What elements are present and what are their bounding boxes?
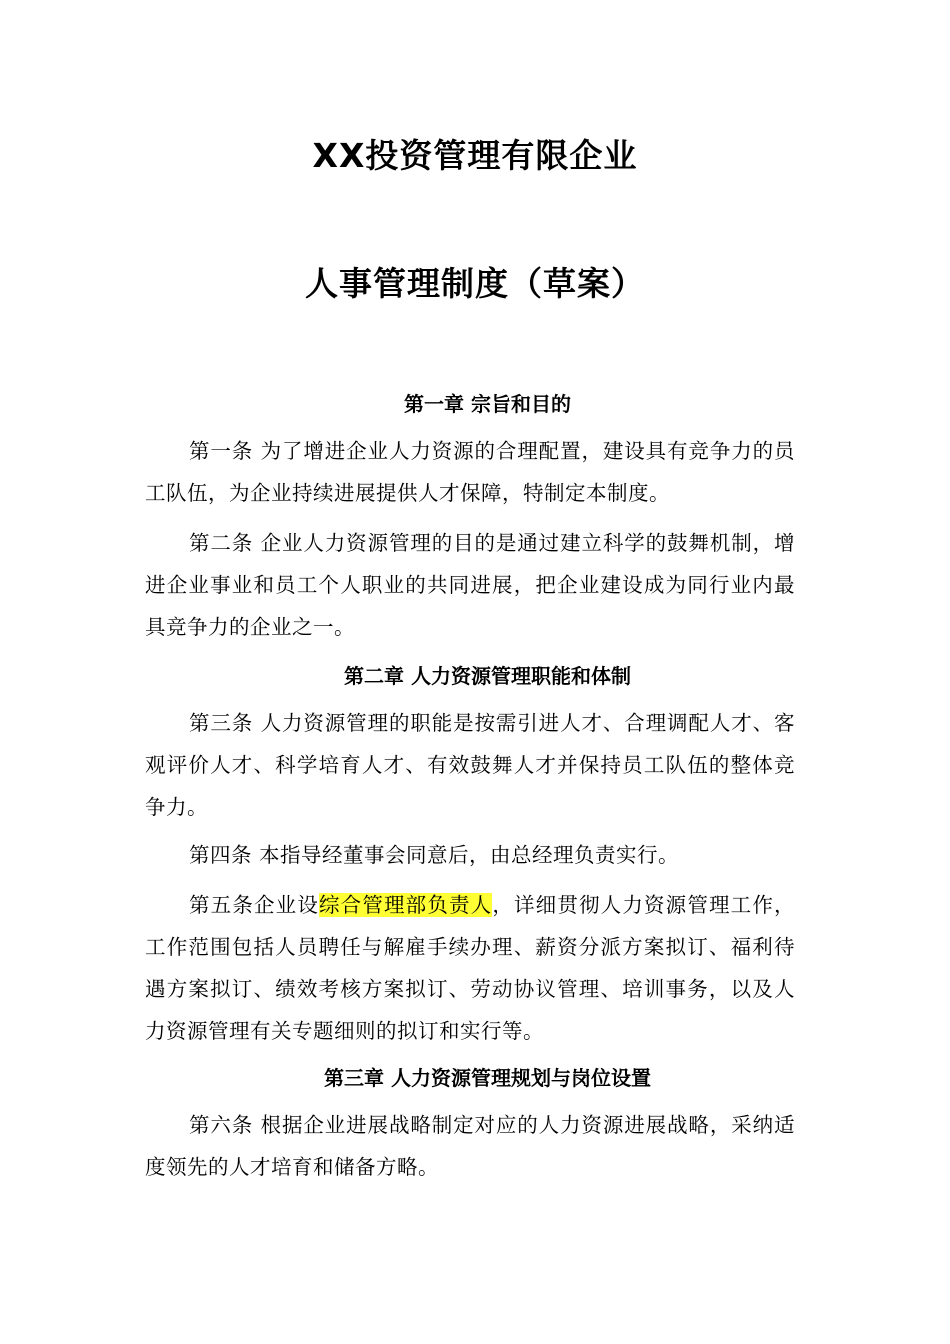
chapter-3-heading: 第三章 人力资源管理规划与岗位设置 [324,1066,651,1090]
article-5-suffix: ，详细贯彻人力资源管理工作，工作范围包括人员聘任与解雇手续办理、薪资分派方案拟订、福利待遇方案拟订、绩效考核方案拟订、劳动协议管理、培训事务，以及人力资源管理有关专题细则的拟订和实行等。 [145,893,796,1043]
article-2: 第二条 企业人力资源管理的目的是通过建立科学的鼓舞机制，增进企业事业和员工个人职业的共同进展，把企业建设成为同行业内最具竞争力的企业之一。 [145,531,795,639]
article-3: 第三条 人力资源管理的职能是按需引进人才、合理调配人才、客观评价人才、科学培育人才、有效鼓舞人才并保持员工队伍的整体竞争力。 [145,711,795,819]
document-title-policy: 人事管理制度（草案） [305,264,645,303]
article-4: 第四条 本指导经董事会同意后，由总经理负责实行。 [189,843,680,867]
article-6: 第六条 根据企业进展战略制定对应的人力资源进展战略，采纳适度领先的人才培育和储备方略。 [145,1113,795,1179]
highlighted-role: 综合管理部负责人 [319,893,493,917]
document-title-company: XX投资管理有限企业 [312,136,638,175]
chapter-1-heading: 第一章 宗旨和目的 [404,392,571,416]
chapter-2-heading: 第二章 人力资源管理职能和体制 [344,664,631,688]
article-5 [145,884,795,1052]
article-5-prefix: 第五条企业设 [189,893,319,917]
article-1: 第一条 为了增进企业人力资源的合理配置，建设具有竞争力的员工队伍，为企业持续进展提供人才保障，特制定本制度。 [145,439,795,505]
